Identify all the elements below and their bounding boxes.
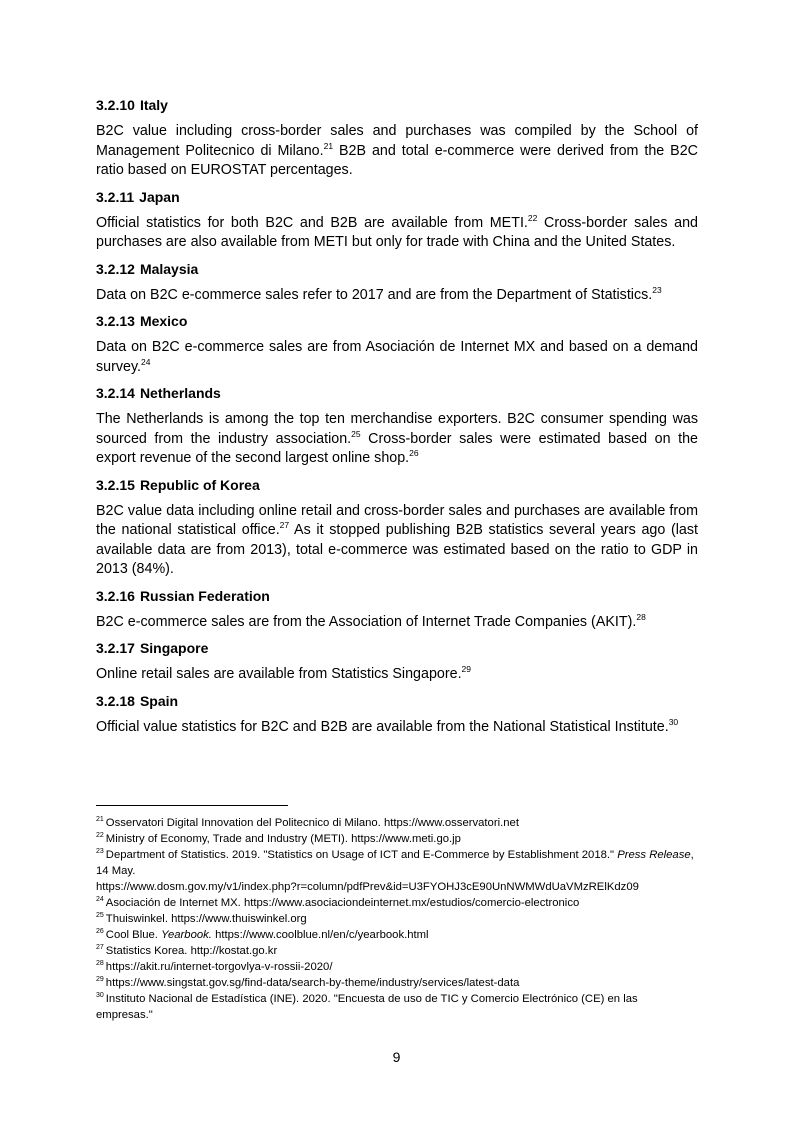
section-number: 3.2.12 [96, 260, 135, 277]
footnote-text: Asociación de Internet MX. [105, 897, 244, 909]
body-text: The Netherlands is among the top ten merchandise exporters. B2C consumer spending was sourced from the industry association. [96, 411, 698, 447]
section-number: 3.2.11 [96, 188, 135, 205]
footnote-link[interactable]: https://www.dosm.gov.my/v1/index.php?r=column/pdfPrev&id=U3FYOHJ3cE90UnNWMWdUaVMzRElKdz09 [96, 881, 639, 893]
footnote-text: , 14 May. [96, 849, 694, 877]
footnote-italic: Press Release [617, 849, 691, 861]
footnote-ref[interactable]: 27 [279, 520, 290, 531]
footnotes [96, 815, 696, 1023]
section-italy [96, 96, 698, 181]
section-singapore [96, 639, 698, 685]
footnote-27 [96, 943, 696, 959]
footnote-ref[interactable]: 29 [461, 664, 472, 675]
section-body [96, 286, 698, 306]
footnote-link[interactable]: https://www.meti.go.jp [351, 833, 461, 845]
footnote-number: 23 [96, 848, 104, 856]
footnote-number: 22 [96, 832, 104, 840]
section-heading [96, 639, 698, 658]
footnote-26 [96, 927, 696, 943]
section-number: 3.2.18 [96, 692, 135, 709]
footnote-text: Instituto Nacional de Estadística (INE). 2020. "Encuesta de uso de TIC y Comercio Electrónico (CE) en las empresas." [96, 993, 638, 1021]
section-heading [96, 188, 698, 207]
section-title: Mexico [139, 313, 188, 329]
footnote-ref[interactable]: 25 [351, 428, 361, 439]
footnote-number: 30 [96, 992, 104, 1000]
footnote-italic: Yearbook. [161, 929, 212, 941]
footnote-21 [96, 815, 696, 831]
section-title: Spain [139, 692, 179, 709]
footnote-ref[interactable]: 21 [323, 140, 334, 151]
footnote-link[interactable]: https://www.asociaciondeinternet.mx/estudios/comercio-electronico [243, 897, 580, 909]
footnote-text: Statistics Korea. [105, 945, 191, 957]
section-body [96, 338, 698, 377]
section-russian-federation [96, 587, 698, 633]
footnote-number: 26 [96, 928, 104, 936]
footnote-link[interactable]: https://www.thuiswinkel.org [171, 913, 307, 925]
footnote-22 [96, 831, 696, 847]
section-title: Japan [139, 188, 180, 205]
footnote-text: Cool Blue. [105, 929, 162, 941]
section-title: Russian Federation [139, 587, 270, 604]
section-number: 3.2.10 [96, 97, 135, 113]
footnote-ref[interactable]: 28 [636, 611, 646, 622]
section-number: 3.2.15 [96, 476, 135, 493]
footnote-ref[interactable]: 30 [668, 716, 679, 727]
footnote-text: Ministry of Economy, Trade and Industry (METI). [105, 833, 352, 845]
section-title: Netherlands [139, 385, 221, 401]
section-body [96, 665, 698, 685]
footnote-ref[interactable]: 24 [141, 356, 151, 367]
footnote-ref[interactable]: 22 [527, 212, 538, 223]
section-heading [96, 587, 698, 606]
footnote-link[interactable]: https://www.coolblue.nl/en/c/yearbook.html [215, 929, 429, 941]
footnote-text: Osservatori Digital Innovation del Politecnico di Milano. [105, 817, 384, 829]
section-spain [96, 692, 698, 738]
section-republic-of-korea [96, 476, 698, 580]
section-heading [96, 260, 698, 279]
page-number: 9 [392, 1049, 401, 1065]
footnote-number: 25 [96, 912, 104, 920]
body-text: B2C value data including online retail and cross-border sales and purchases are available from the national statistical office. [96, 502, 698, 538]
section-japan [96, 188, 698, 253]
section-body [96, 613, 698, 633]
section-title: Republic of Korea [139, 476, 260, 493]
section-body [96, 410, 698, 469]
footnote-text: Thuiswinkel. [105, 913, 172, 925]
footnote-number: 27 [96, 944, 104, 952]
section-body [96, 214, 698, 253]
footnote-number: 29 [96, 976, 104, 984]
section-number: 3.2.14 [96, 385, 135, 401]
section-heading [96, 96, 698, 115]
footnote-separator [96, 805, 288, 806]
footnote-link[interactable]: https://akit.ru/internet-torgovlya-v-rossii-2020/ [105, 961, 333, 973]
section-body [96, 502, 698, 580]
section-heading [96, 312, 698, 331]
body-text: Online retail sales are available from Statistics Singapore. [96, 666, 462, 682]
section-heading [96, 384, 698, 403]
section-number: 3.2.16 [96, 587, 135, 604]
footnote-link[interactable]: https://www.osservatori.net [383, 817, 519, 829]
body-text: Official value statistics for B2C and B2B are available from the National Statistical Institute. [96, 718, 669, 735]
body-text: Cross-border sales were estimated based on the export revenue of the second largest online shop. [96, 430, 698, 466]
section-number: 3.2.17 [96, 640, 135, 656]
section-title: Malaysia [139, 260, 199, 277]
footnote-29 [96, 975, 696, 991]
section-heading [96, 692, 698, 711]
footnote-ref[interactable]: 23 [652, 284, 662, 295]
footnote-number: 24 [96, 896, 104, 904]
footnote-30 [96, 991, 696, 1023]
footnote-link[interactable]: http://kostat.go.kr [190, 945, 278, 957]
footnote-23 [96, 847, 696, 895]
section-title: Singapore [139, 640, 209, 656]
footnote-link[interactable]: https://www.singstat.gov.sg/find-data/search-by-theme/industry/services/latest-data [105, 977, 520, 989]
footnote-number: 21 [96, 816, 104, 824]
body-text: Data on B2C e-commerce sales are from Asociación de Internet MX and based on a demand survey. [96, 339, 698, 375]
footnote-28 [96, 959, 696, 975]
footnote-text: Department of Statistics. 2019. "Statistics on Usage of ICT and E-Commerce by Establishment 2018." [105, 849, 618, 861]
body-text: As it stopped publishing B2B statistics several years ago (last available data are from 2013), total e-commerce was estimated based on the ratio to GDP in 2013 (84%). [96, 522, 698, 577]
body-text: Cross-border sales and purchases are also available from METI but only for trade with China and the United States. [96, 214, 698, 250]
footnote-24 [96, 895, 696, 911]
section-malaysia [96, 260, 698, 306]
section-body [96, 718, 698, 738]
body-text: B2B and total e-commerce were derived from the B2C ratio based on EUROSTAT percentages. [96, 142, 698, 178]
body-text: B2C value including cross-border sales and purchases was compiled by the School of Management Politecnico di Milano. [96, 123, 698, 159]
section-number: 3.2.13 [96, 313, 135, 329]
body-text: Data on B2C e-commerce sales refer to 2017 and are from the Department of Statistics. [96, 286, 653, 303]
section-mexico [96, 312, 698, 377]
footnote-ref[interactable]: 26 [409, 448, 419, 459]
section-body [96, 122, 698, 181]
main-content [96, 96, 698, 744]
footnote-25 [96, 911, 696, 927]
body-text: Official statistics for both B2C and B2B are available from METI. [96, 214, 528, 231]
section-title: Italy [139, 97, 168, 113]
section-heading [96, 476, 698, 495]
section-netherlands [96, 384, 698, 469]
body-text: B2C e-commerce sales are from the Association of Internet Trade Companies (AKIT). [96, 613, 637, 630]
footnote-number: 28 [96, 960, 104, 968]
